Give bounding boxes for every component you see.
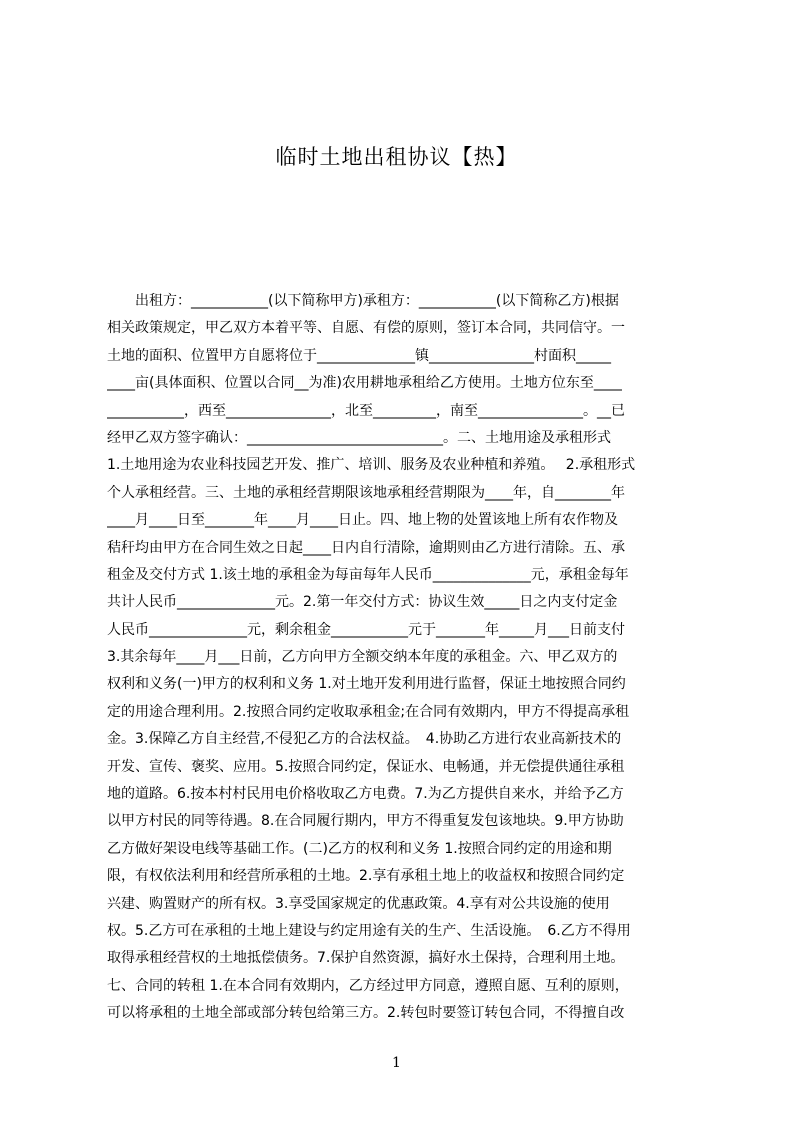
text-line: 经甲乙双方签字确认：____________________________。二、土地用途及承租形式: [107, 429, 611, 446]
text-line: ____月____日至_______年____月____日止。四、地上物的处置该地上所有农作物及: [107, 512, 618, 529]
text-line: 可以将承租的土地全部或部分转包给第三方。2.转包时要签订转包合同，不得擅自改: [107, 1005, 625, 1022]
text-line: 个人承租经营。三、土地的承租经营期限该地承租经营期限为____年，自________年: [107, 484, 625, 501]
text-line: 七、合同的转租 1.在本合同有效期内，乙方经过甲方同意，遵照自愿、互利的原则，: [107, 977, 629, 994]
text-line: 乙方做好架设电线等基础工作。(二)乙方的权利和义务 1.按照合同约定的用途和期: [107, 840, 612, 857]
text-line: 共计人民币______________元。2.第一年交付方式：协议生效_____日之内支付定金: [107, 594, 618, 611]
text-line: 土地的面积、位置甲方自愿将位于______________镇_______________村面积_____: [107, 347, 611, 364]
document-body: [107, 288, 699, 1058]
text-line: 权。5.乙方可在承租的土地上建设与约定用途有关的生产、生活设施。 6.乙方不得用: [107, 922, 631, 939]
text-line: ____亩(具体面积、位置以合同__为准)农用耕地承租给乙方使用。土地方位东至____: [107, 375, 622, 392]
text-line: 出租方：___________(以下简称甲方)承租方：___________(以下简称乙方)根据: [107, 293, 619, 309]
text-line: 兴建、购置财产的所有权。3.享受国家规定的优惠政策。4.享有对公共设施的使用: [107, 895, 610, 912]
text-line: 1.土地用途为农业科技园艺开发、推广、培训、服务及农业种植和养殖。 2.承租形式: [107, 457, 636, 474]
text-line: 限，有权依法利用和经营所承租的土地。2.享有承租土地上的收益权和按照合同约定: [107, 868, 625, 885]
text-line: 权利和义务(一)甲方的权利和义务 1.对土地开发利用进行监督，保证土地按照合同约: [107, 676, 626, 693]
text-line: 3.其余每年____月___日前，乙方向甲方全额交纳本年度的承租金。六、甲乙双方的: [107, 649, 618, 666]
text-line: ___________，西至_______________，北至_________，南至_______________。__已: [107, 402, 625, 419]
text-line: 地的道路。6.按本村村民用电价格收取乙方电费。7.为乙方提供自来水，并给予乙方: [107, 786, 624, 803]
text-line: 以甲方村民的同等待遇。8.在合同履行期内，甲方不得重复发包该地块。9.甲方协助: [107, 813, 624, 830]
text-line: 开发、宣传、褒奖、应用。5.按照合同约定，保证水、电畅通，并无偿提供通往承租: [107, 758, 625, 775]
text-line: 取得承租经营权的土地抵偿债务。7.保护自然资源，搞好水土保持，合理利用土地。: [107, 950, 625, 967]
document-title: 临时土地出租协议【热】: [275, 145, 518, 169]
text-line: 金。3.保障乙方自主经营,不侵犯乙方的合法权益。 4.协助乙方进行农业高新技术的: [107, 731, 622, 748]
text-line: 秸秆均由甲方在合同生效之日起____日内自行清除，逾期则由乙方进行清除。五、承: [107, 539, 625, 556]
text-line: 相关政策规定，甲乙双方本着平等、自愿、有偿的原则，签订本合同，共同信守。一: [107, 320, 625, 337]
page-number: 1: [392, 1055, 401, 1071]
text-line: 定的用途合理利用。2.按照合同约定收取承租金;在合同有效期内，甲方不得提高承租: [107, 703, 630, 720]
text-line: 人民币______________元，剩余租金___________元于_______年_____月___日前支付: [107, 621, 625, 638]
text-line: 租金及交付方式 1.该土地的承租金为每亩每年人民币______________元，承租金每年: [107, 566, 629, 583]
